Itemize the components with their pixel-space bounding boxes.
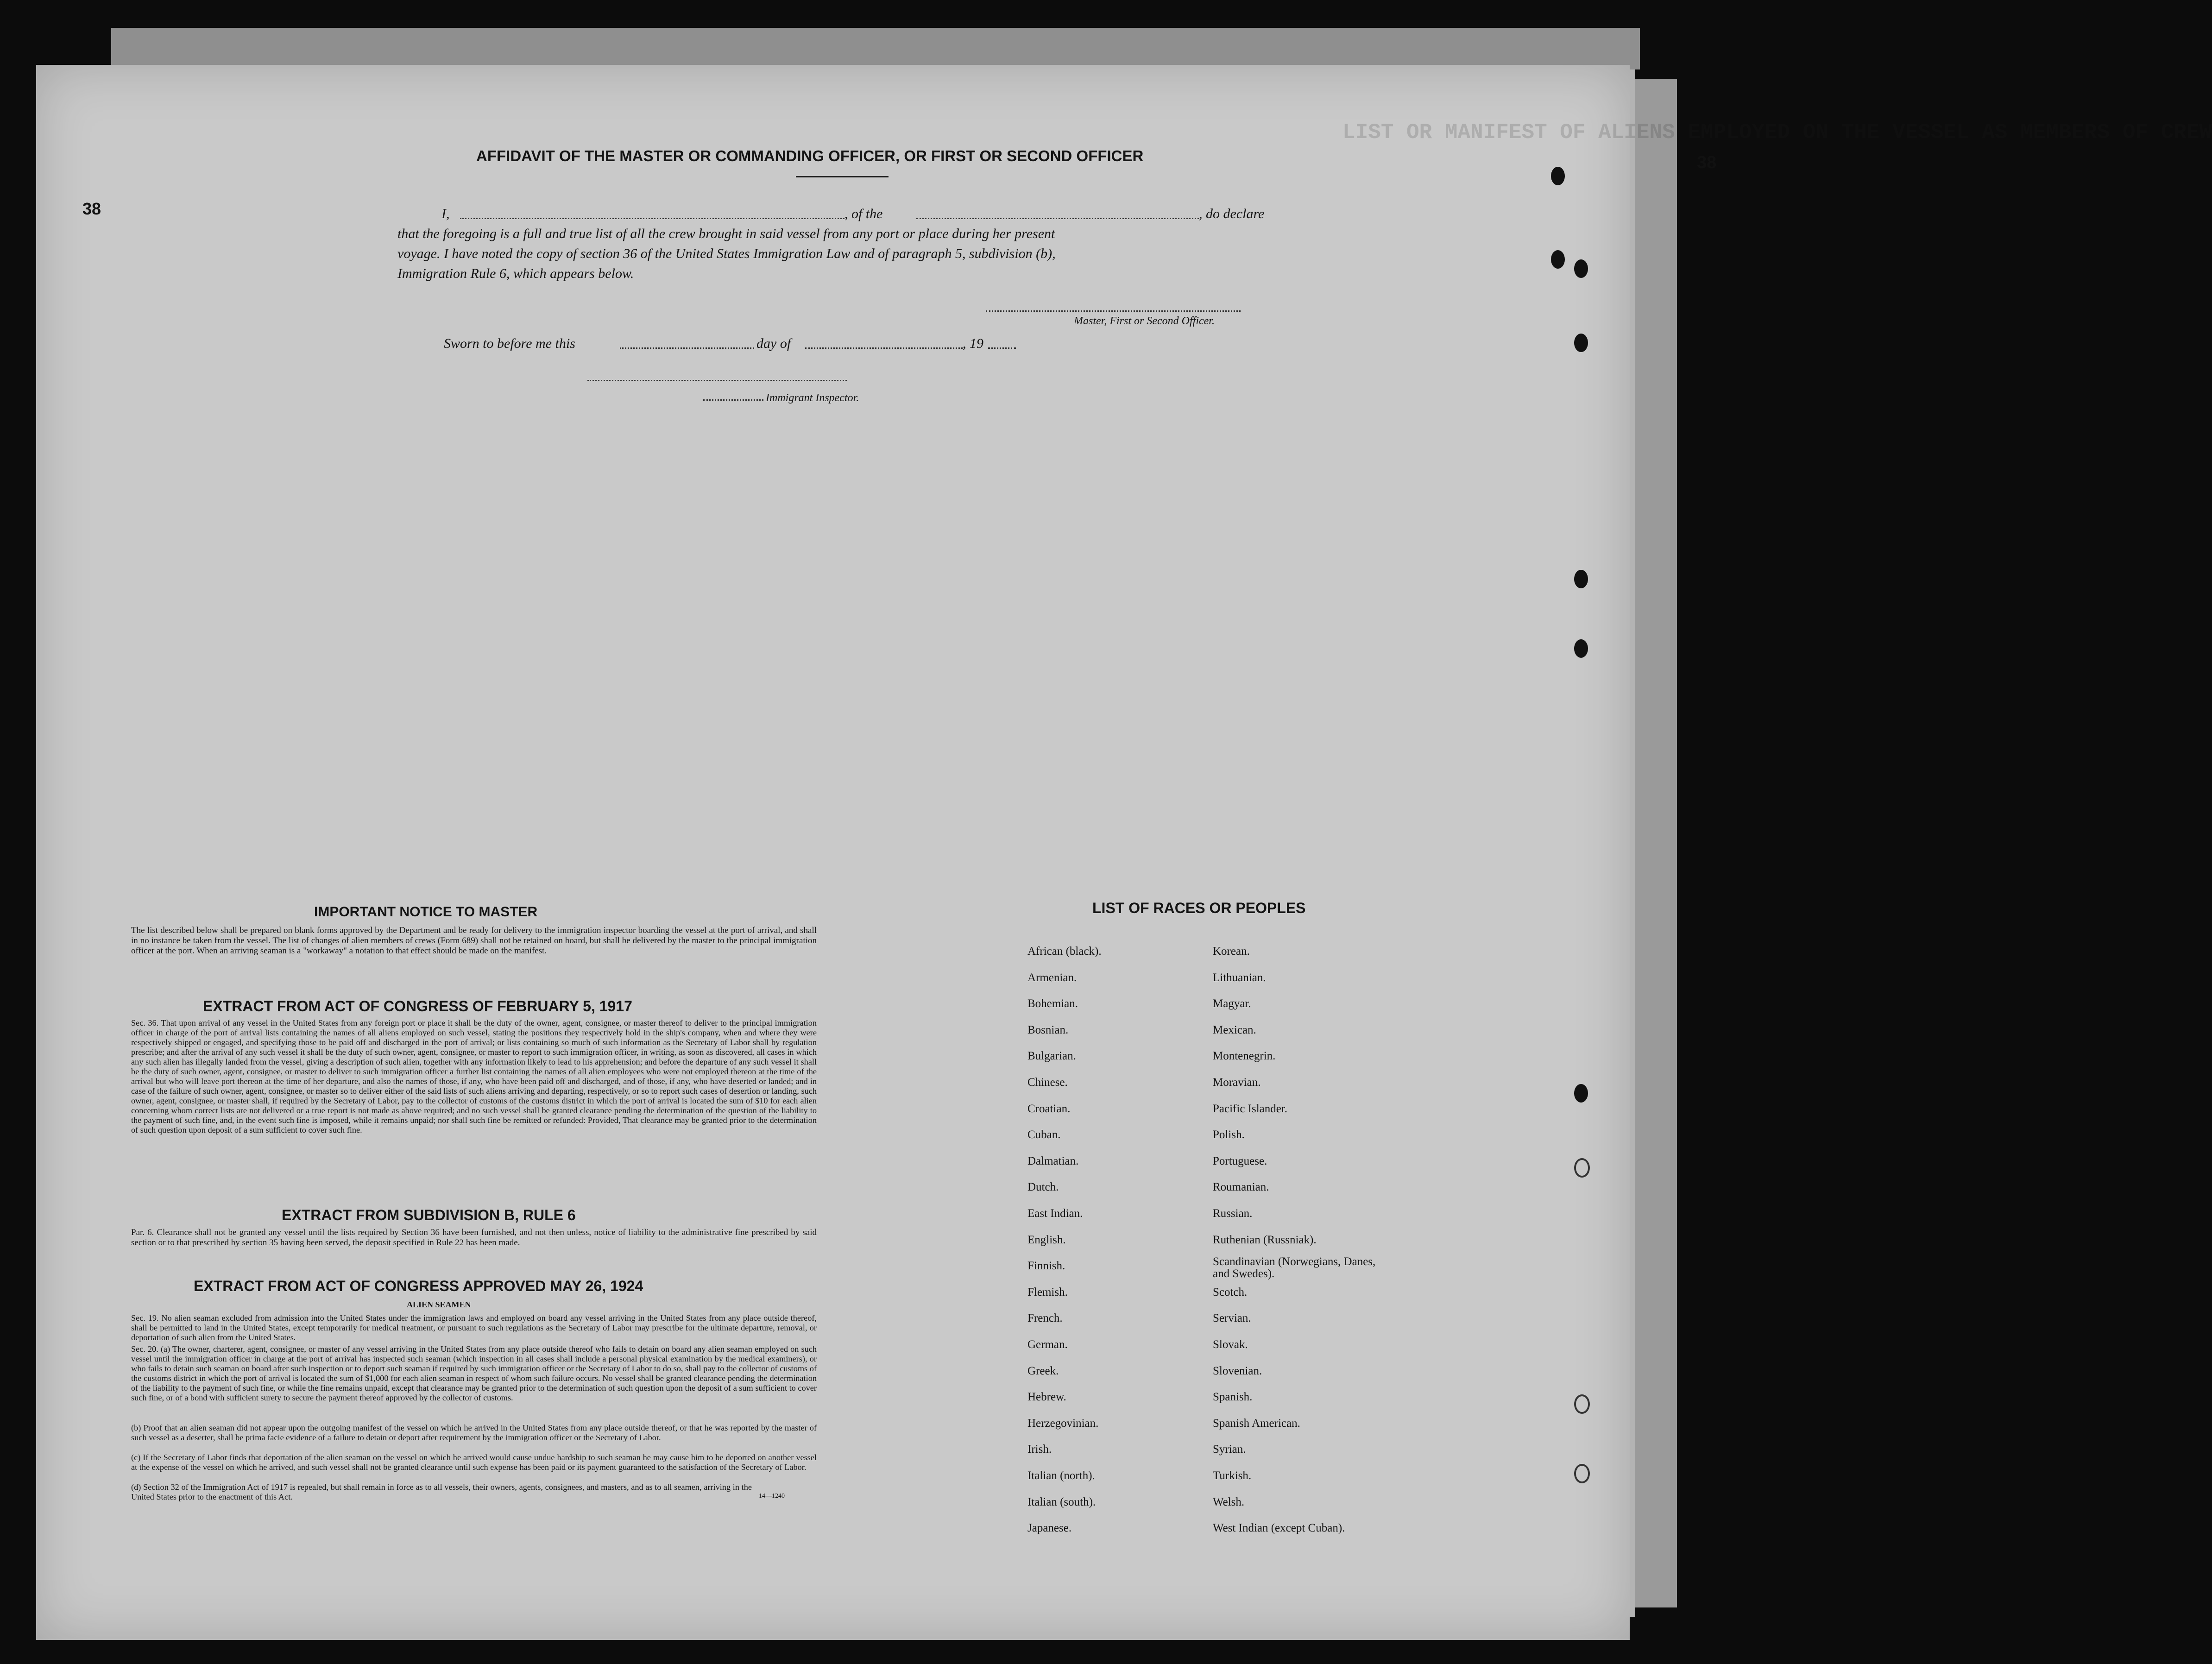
- race-item: German.: [1027, 1338, 1068, 1351]
- punch-hole: [1574, 1464, 1590, 1483]
- race-item: Servian.: [1213, 1312, 1251, 1325]
- race-item: Spanish.: [1213, 1391, 1253, 1404]
- inspector-blank-short: [703, 399, 763, 401]
- race-item: Irish.: [1027, 1443, 1052, 1456]
- affidavit-line-2: voyage. I have noted the copy of section 36 of the United States Immigration Law and of paragraph 5, subdivision (b),: [397, 246, 1056, 261]
- race-item: Scotch.: [1213, 1286, 1248, 1298]
- race-item: Croatian.: [1027, 1102, 1071, 1115]
- race-item: Cuban.: [1027, 1128, 1061, 1141]
- race-item: Armenian.: [1027, 971, 1077, 984]
- race-item: Pacific Islander.: [1213, 1102, 1288, 1115]
- punch-hole: [1551, 250, 1565, 269]
- punch-hole: [1574, 259, 1588, 278]
- year-prefix: , 19: [963, 336, 983, 351]
- sec20c-body: (c) If the Secretary of Labor finds that deportation of the alien seaman on the vessel on which he arrived would cause undue hardship to such seaman he may cause him to be deported on another vessel at the expense of the vessel on which he arrived, and such vessel shall not be granted clearance until such expense has been paid or its payment guaranteed to the satisfaction of the Secretary of Labor.: [131, 1453, 817, 1472]
- rule6-heading: EXTRACT FROM SUBDIVISION B, RULE 6: [282, 1207, 576, 1223]
- race-item: East Indian.: [1027, 1207, 1083, 1220]
- alien-seamen-subheading: ALIEN SEAMEN: [407, 1300, 471, 1309]
- notice-heading: IMPORTANT NOTICE TO MASTER: [314, 904, 538, 920]
- race-item: Russian.: [1213, 1207, 1253, 1220]
- punch-hole: [1551, 167, 1565, 185]
- race-item: African (black).: [1027, 945, 1102, 958]
- race-item: Italian (north).: [1027, 1469, 1095, 1482]
- right-margin-number: 38: [1697, 153, 1717, 172]
- race-item: Bosnian.: [1027, 1023, 1069, 1036]
- extract-1917-body: Sec. 36. That upon arrival of any vessel in the United States from any foreign port or place it shall be the duty of the owner, agent, consignee, or master thereof to deliver to the principal immigration officer in charge of the port of arrival lists containing the names of all aliens employed on such vessel, stating the positions they respectively hold in the ship's company, when and where they were respectively shipped or engaged, and specifying those to be paid off and discharged in the port of arrival; or lists containing so much of such information as the Secretary of Labor shall by regulation prescribe; and after the arrival of any such vessel it shall be the duty of such owner, agent, consignee, or master to report to such immigration officer, in writing, as soon as discovered, all cases in which any such alien has illegally landed from the vessel, giving a description of such alien, together with any information likely to lead to his apprehension; and before the departure of any such vessel it shall be the duty of such owner, agent, consignee, or master to deliver to such immigration officer a further list containing the names of all alien employees who were not employed thereon at the time of the arrival but who will leave port thereon at the time of her departure, and also the names of those, if any, who have been paid off and discharged, and of those, if any, who have deserted or landed; and in case of the failure of such owner, agent, consignee, or master so to deliver either of the said lists of such aliens arriving and departing, respectively, or so to report such cases of desertion or landing, such owner, agent, consignee, or master shall, if required by the Secretary of Labor, pay to the collector of customs of the customs district in which the port of arrival is located the sum of $10 for each alien concerning whom correct lists are not delivered or a true report is not made as above required; and no such vessel shall be granted clearance pending the determination of the question of the liability to the payment of such fine, and, in the event such fine is imposed, while it remains unpaid; nor shall such fine be remitted or refunded: Provided, That clearance may be granted prior to the determination of such question upon deposit of a sum sufficient to cover such fine.: [131, 1018, 817, 1135]
- vessel-blank[interactable]: [916, 218, 1199, 219]
- signature-blank[interactable]: [986, 310, 1241, 312]
- back-sheet-edge: [111, 28, 1640, 69]
- race-item: West Indian (except Cuban).: [1213, 1522, 1345, 1535]
- sec20b-body: (b) Proof that an alien seaman did not appear upon the outgoing manifest of the vessel on which he arrived in the United States from any place outside thereof, or that he was reported by the master of such vessel as a deserter, shall be prima facie evidence of a failure to detain or deport after requirement by the immigration officer or the Secretary of Labor.: [131, 1423, 817, 1442]
- races-heading: LIST OF RACES OR PEOPLES: [1092, 900, 1306, 916]
- affidavit-i-label: I,: [441, 206, 450, 221]
- race-item: Flemish.: [1027, 1286, 1068, 1298]
- race-item: Lithuanian.: [1213, 971, 1266, 984]
- day-blank[interactable]: [620, 347, 754, 349]
- race-item: Scandinavian (Norwegians, Danes, and Swedes).: [1213, 1255, 1376, 1280]
- sec19-body: Sec. 19. No alien seaman excluded from admission into the United States under the immigration laws and employed on board any vessel arriving in the United States from any place outside thereof, shall be permitted to land in the United States, except temporarily for medical treatment, or pursuant to such regulations as the Secretary of Labor may prescribe for the ultimate departure, removal, or deportation of such alien from the United States.: [131, 1313, 817, 1342]
- extract-1917-heading: EXTRACT FROM ACT OF CONGRESS OF FEBRUARY 5, 1917: [203, 998, 632, 1015]
- month-blank[interactable]: [805, 347, 963, 349]
- race-item: Portuguese.: [1213, 1154, 1267, 1167]
- day-of-label: day of: [756, 336, 791, 351]
- race-item: Spanish American.: [1213, 1417, 1300, 1430]
- race-item: Dutch.: [1027, 1181, 1059, 1194]
- signature-caption: Master, First or Second Officer.: [1074, 315, 1215, 327]
- race-item: Greek.: [1027, 1364, 1059, 1377]
- race-item: Polish.: [1213, 1128, 1245, 1141]
- inspector-caption: Immigrant Inspector.: [766, 392, 859, 404]
- race-item: Dalmatian.: [1027, 1154, 1079, 1167]
- punch-hole: [1574, 639, 1588, 658]
- race-item: Bulgarian.: [1027, 1050, 1076, 1063]
- punch-hole: [1574, 570, 1588, 588]
- race-item: Finnish.: [1027, 1260, 1065, 1273]
- race-item: Roumanian.: [1213, 1181, 1269, 1194]
- rule6-body: Par. 6. Clearance shall not be granted any vessel until the lists required by Section 36 have been furnished, and not then unless, notice of liability to the administrative fine prescribed by said section or to that prescribed by section 35 having been served, the deposit specified in Rule 22 has been made.: [131, 1228, 817, 1248]
- race-item: Bohemian.: [1027, 997, 1078, 1010]
- race-item: Japanese.: [1027, 1522, 1072, 1535]
- form-number: 14—1240: [759, 1493, 785, 1500]
- race-item: Turkish.: [1213, 1469, 1252, 1482]
- race-item: Slovak.: [1213, 1338, 1248, 1351]
- sworn-label: Sworn to before me this: [444, 336, 575, 351]
- bleed-through-heading: LIST OR MANIFEST OF ALIENS EMPLOYED ON THE VESSEL AS MEMBERS OF CREW: [1342, 120, 2212, 145]
- name-blank[interactable]: [460, 218, 844, 219]
- race-item: French.: [1027, 1312, 1063, 1325]
- do-declare-label: , do declare: [1199, 206, 1265, 221]
- punch-hole: [1574, 1084, 1588, 1103]
- affidavit-line-3: Immigration Rule 6, which appears below.: [397, 266, 634, 281]
- year-blank[interactable]: [988, 347, 1016, 349]
- race-item: Montenegrin.: [1213, 1050, 1276, 1063]
- affidavit-heading: AFFIDAVIT OF THE MASTER OR COMMANDING OFFICER, OR FIRST OR SECOND OFFICER: [476, 147, 1144, 164]
- race-item: Magyar.: [1213, 997, 1251, 1010]
- race-item: Slovenian.: [1213, 1364, 1262, 1377]
- sec20a-body: Sec. 20. (a) The owner, charterer, agent, consignee, or master of any vessel arriving in the United States from any place outside thereof who fails to detain on board any alien seaman employed on such vessel until the immigration officer in charge at the port of arrival has inspected such seaman (which inspection in all cases shall include a personal physical examination by the medical examiners), or who fails to detain such seaman on board after such inspection or to deport such seaman if required by such immigration officer or the Secretary of Labor to do so, shall pay to the collector of customs of the customs district in which the port of arrival is located the sum of $1,000 for each alien seaman in respect of whom such failure occurs. No vessel shall be granted clearance pending the determination of the liability to the payment of such fine, or while the fine remains unpaid, except that clearance may be granted prior to the determination of such question upon the deposit of a sum sufficient to cover such fine, or of a bond with sufficient surety to secure the payment thereof approved by the collector of customs.: [131, 1344, 817, 1402]
- of-the-label: , of the: [844, 206, 883, 221]
- inspector-blank[interactable]: [587, 380, 847, 381]
- race-item: Italian (south).: [1027, 1495, 1096, 1508]
- notice-body: The list described below shall be prepared on blank forms approved by the Department and be ready for delivery to the immigration inspector boarding the vessel at the port of arrival, and shall in no instance be taken from the vessel. The list of changes of alien members of crews (Form 689) shall not be retained on board, but shall be delivered by the master to the principal immigration officer at the port. When an arriving seaman is a "workaway" a notation to that effect should be made on the manifest.: [131, 926, 817, 956]
- left-margin-number: 38: [82, 199, 101, 218]
- race-item: Ruthenian (Russniak).: [1213, 1233, 1317, 1246]
- heading-rule: [796, 176, 889, 177]
- affidavit-line-1: that the foregoing is a full and true list of all the crew brought in said vessel from any port or place during her present: [397, 226, 1055, 241]
- race-item: Korean.: [1213, 945, 1250, 958]
- sec20d-body: (d) Section 32 of the Immigration Act of 1917 is repealed, but shall remain in force as to all vessels, their owners, agents, consignees, and masters, and as to all seamen, arriving in the United States prior to the enactment of this Act.: [131, 1482, 752, 1501]
- race-item: English.: [1027, 1233, 1066, 1246]
- extract-1924-heading: EXTRACT FROM ACT OF CONGRESS APPROVED MAY 26, 1924: [194, 1278, 643, 1294]
- punch-hole: [1574, 334, 1588, 352]
- punch-hole: [1574, 1394, 1590, 1414]
- race-item: Moravian.: [1213, 1076, 1261, 1089]
- race-item: Syrian.: [1213, 1443, 1246, 1456]
- race-item: Herzegovinian.: [1027, 1417, 1099, 1430]
- race-item: Mexican.: [1213, 1023, 1256, 1036]
- punch-hole: [1574, 1158, 1590, 1178]
- race-item: Welsh.: [1213, 1495, 1245, 1508]
- race-item: Hebrew.: [1027, 1391, 1066, 1404]
- race-item: Chinese.: [1027, 1076, 1068, 1089]
- document-page: [36, 65, 2212, 1640]
